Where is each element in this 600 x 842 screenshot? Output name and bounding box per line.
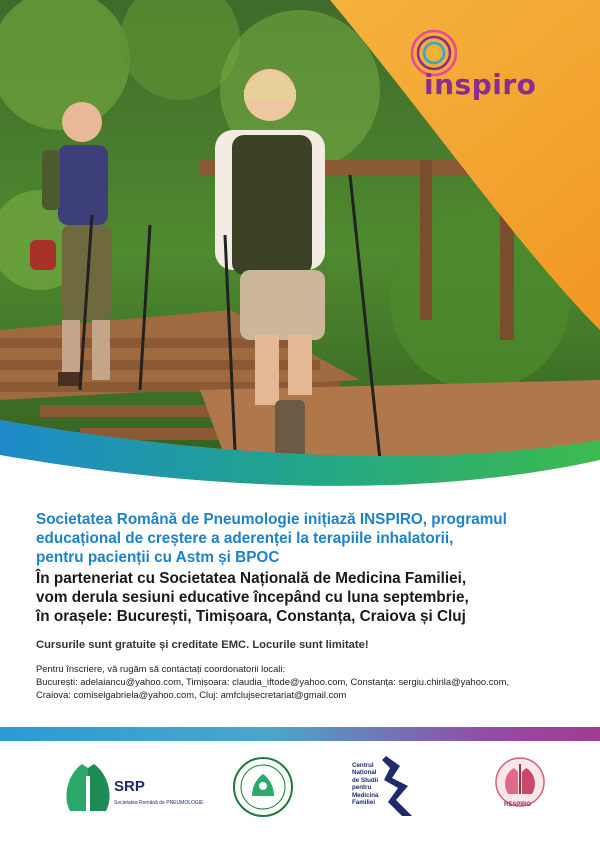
contact-line: București: adelaiancu@yahoo.com, Timișoara: claudia_iftode@yahoo.com, Constanța: sergiu.chirila@yahoo.com, [36,676,510,687]
intro-line: educațional de creștere a aderenței la terapiile inhalatorii, [36,530,454,547]
inspiro-logo: inspiro [424,68,537,101]
cnsp-graphic-icon [382,756,416,816]
partner-logos [0,756,600,826]
divider-bar [0,727,600,741]
intro-text [36,510,576,567]
contact-info [36,662,576,701]
snmf-seal-icon [232,756,294,826]
cnsp-line: de Studii [352,776,379,784]
partner-text [36,569,576,626]
srp-logo [62,756,204,826]
intro-line: Societatea Română de Pneumologie inițiază INSPIRO, programul [36,511,507,528]
srp-abbr: SRP [114,778,145,795]
cnsp-line: Centrul [352,762,374,769]
partner-line: în orașele: București, Timișoara, Constanța, Craiova și Cluj [36,608,466,625]
respiro-label: RESPIRO [504,802,532,808]
cnsp-logo [352,756,422,826]
respiro-logo [494,756,546,826]
srp-full-name: Societatea Română de PNEUMOLOGIE [114,800,204,806]
announcement [36,510,576,701]
partner-line: vom derula sesiuni educative începând cu luna septembrie, [36,589,469,606]
cnsp-line: Medicina [352,791,379,799]
partner-line: În parteneriat cu Societatea Națională de Medicina Familiei, [36,570,467,587]
contact-line: Craiova: comiselgabriela@yahoo.com, Cluj: amfclujsecretariat@gmail.com [36,689,347,700]
courses-note: Cursurile sunt gratuite și creditate EMC. Locurile sunt limitate! [36,639,369,651]
contact-line: Pentru înscriere, vă rugăm să contactați coordonatorii locali: [36,663,286,674]
cnsp-line: Național [352,769,377,777]
cnsp-line: Familiei [352,799,376,807]
intro-line: pentru pacienții cu Astm și BPOC [36,549,280,566]
cnsp-line: pentru [352,784,372,792]
